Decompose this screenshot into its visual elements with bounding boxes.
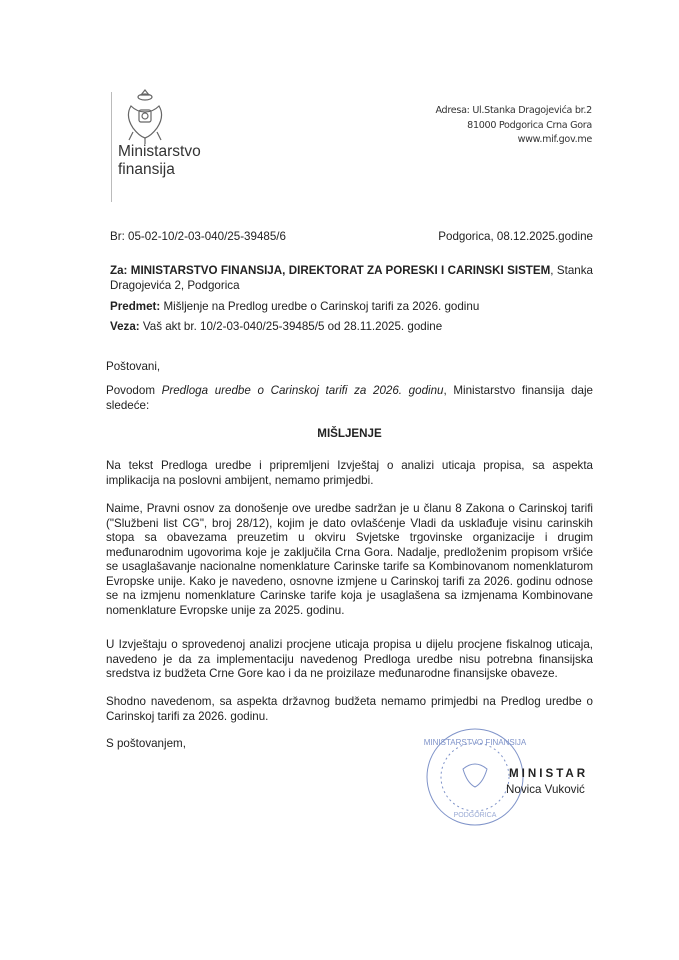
paragraph-3: U Izvještaju o sprovedenoj analizi procjene uticaja propisa u dijelu procjene fiskalnog uticaja, navedeno je da za implementaciju navedenog Predloga uredbe nisu potrebna finansijska sredstva iz budžeta Crne Gore kao i da ne proizilaze međunarodne finansijske obaveze. <box>106 638 593 680</box>
intro-pre: Povodom <box>106 384 162 397</box>
coat-of-arms-logo <box>123 88 167 146</box>
paragraph-2: Naime, Pravni osnov za donošenje ove uredbe sadržan je u članu 8 Zakona o Carinskoj tarifi ("Službeni list CG", broj 28/12), kojim je dato ovlašćenje Vladi da usklađuje visinu carinskih stopa sa obavezama preuzetim u okviru Svjetske trgovinske organizacije i drugim međunarodnim ugovorima koje je zaključila Crna Gora. Nadalje, predloženim propisom vršiće se usaglašavanje nacionalne nomenklature Carinske tarife sa Kombinovanom nomenklaturom Evropske unije. Kako je navedeno, osnovne izmjene u Carinskoj tarifi za 2026. godinu odnose se na izmjenu nomenklature Carinske tarife koja je usaglašena sa izmjenama Kombinovane nomenklature Evropske unije za 2025. godinu. <box>106 502 593 617</box>
header-divider <box>111 92 112 202</box>
address-block <box>435 104 592 148</box>
subject <box>110 300 597 315</box>
paragraph-1: Na tekst Predloga uredbe i pripremljeni Izvještaj o analizi uticaja propisa, sa aspekta implikacija na poslovni ambijent, nemamo primjedbi. <box>106 459 593 487</box>
signatory-title: MINISTAR <box>509 767 589 780</box>
paragraph-4: Shodno navedenom, sa aspekta državnog budžeta nemamo primjedbi na Predlog uredbe o Carinskoj tarifi za 2026. godinu. <box>106 695 593 723</box>
salutation: Poštovani, <box>106 360 161 373</box>
reference-link <box>110 320 597 335</box>
recipient <box>110 264 593 293</box>
recipient-address: , Stanka Dragojevića 2, Podgorica <box>110 264 593 292</box>
subject-label: Predmet: <box>110 300 161 313</box>
address-website: www.mif.gov.me <box>517 134 592 145</box>
reference-number: Br: 05-02-10/2-03-040/25-39485/6 <box>110 230 286 243</box>
intro-italic: Predloga uredbe o Carinskoj tarifi za 2026. godinu <box>161 384 444 397</box>
subject-text: Mišljenje na Predlog uredbe o Carinskoj tarifi za 2026. godinu <box>160 300 480 313</box>
intro-post: , Ministarstvo finansija daje sledeće: <box>106 384 593 412</box>
intro-paragraph <box>106 384 593 413</box>
address-city: 81000 Podgorica Crna Gora <box>467 119 592 131</box>
recipient-label: Za: <box>110 264 128 277</box>
link-text: Vaš akt br. 10/2-03-040/25-39485/5 od 28.11.2025. godine <box>139 320 443 333</box>
ministry-name <box>118 143 201 179</box>
ministry-name-line2: finansija <box>118 161 175 178</box>
closing: S poštovanjem, <box>106 737 186 750</box>
signatory-name: Novica Vuković <box>506 783 585 796</box>
opinion-heading: MIŠLJENJE <box>317 427 382 440</box>
ministry-name-line1: Ministarstvo <box>118 143 201 160</box>
address-street: Adresa: Ul.Stanka Dragojevića br.2 <box>435 105 592 116</box>
stamp-text: MINISTARSTVO FINANSIJA <box>423 738 527 747</box>
link-label: Veza: <box>110 320 140 333</box>
recipient-name: MINISTARSTVO FINANSIJA, DIREKTORAT ZA PORESKI I CARINSKI SISTEM <box>127 264 551 277</box>
place-date: Podgorica, 08.12.2025.godine <box>438 230 593 243</box>
stamp-city: PODGORICA <box>453 812 497 819</box>
